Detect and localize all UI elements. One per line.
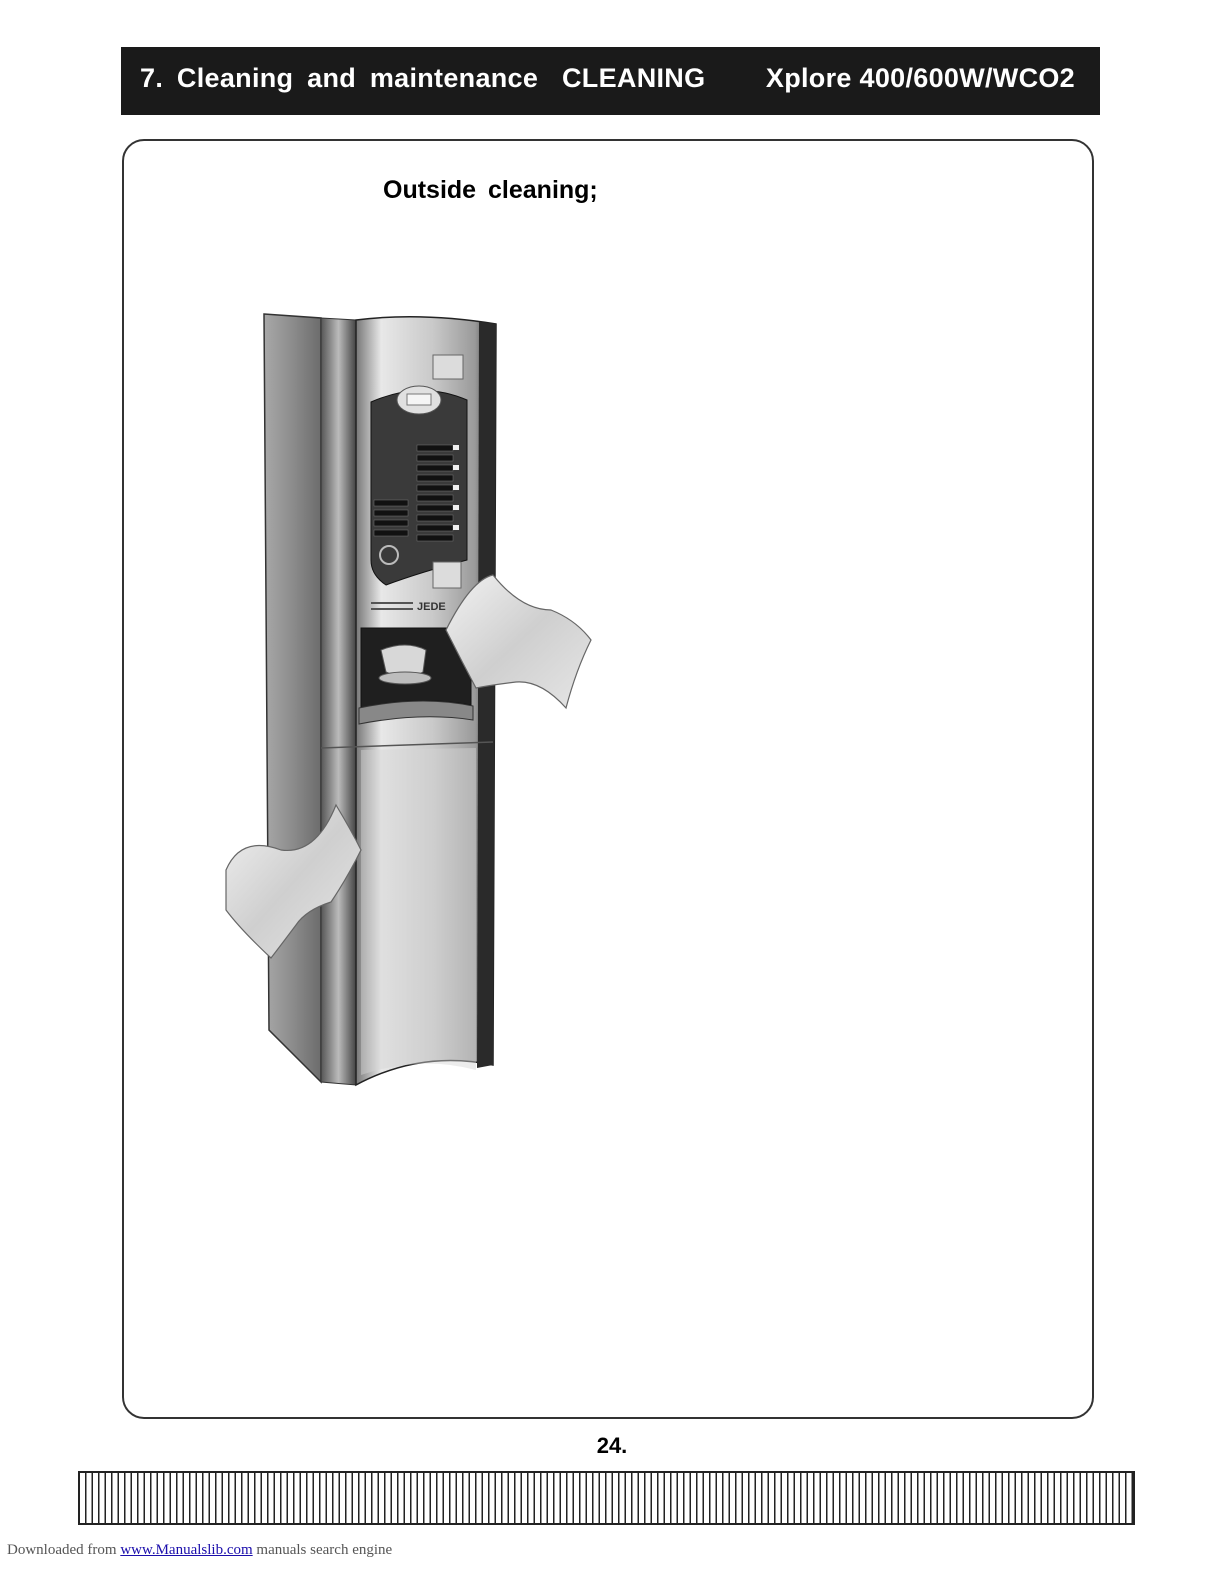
header-section-title: 7. Cleaning and maintenance <box>140 63 539 93</box>
page-header <box>121 47 1100 115</box>
download-footer <box>7 1542 392 1559</box>
vending-machine-illustration <box>221 310 601 1090</box>
barcode-strip <box>78 1471 1135 1525</box>
section-title: Outside cleaning; <box>383 176 598 204</box>
header-topic: CLEANING <box>562 63 706 93</box>
footer-prefix: Downloaded from <box>7 1542 117 1558</box>
footer-suffix: manuals search engine <box>256 1542 393 1558</box>
vending-machine-drawing <box>221 310 601 1090</box>
manualslib-link[interactable]: www.Manualslib.com <box>120 1542 253 1558</box>
page-number: 24. <box>596 1433 628 1458</box>
header-model-name: Xplore 400/600W/WCO2 <box>765 63 1075 93</box>
machine-logo-text: JEDE <box>417 601 446 613</box>
